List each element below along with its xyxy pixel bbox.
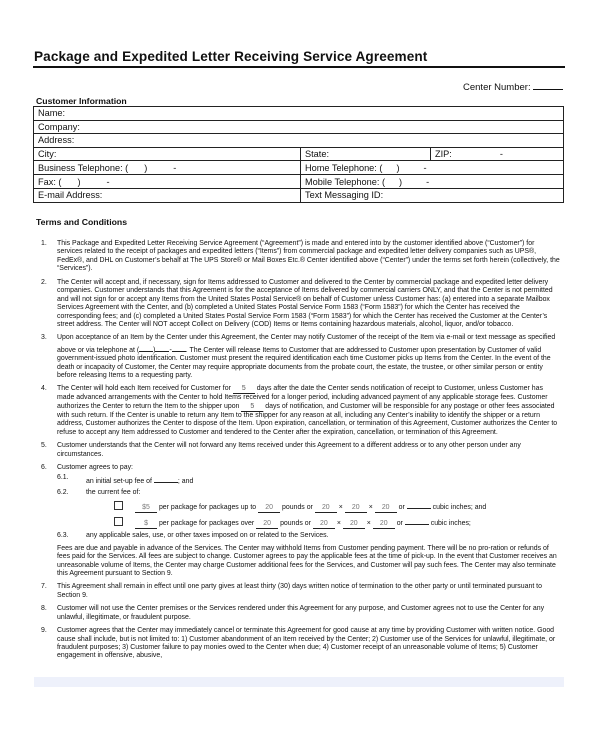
state-field[interactable] — [301, 147, 431, 161]
fee-row-2-amount[interactable]: $ — [135, 520, 157, 529]
fax-field[interactable] — [34, 175, 301, 189]
term-9: 9. Customer agrees that the Center may immediately cancel or terminate this Agreement for good cause at any time by providing Customer with written notice. Good cause shall include, but is not limited to: 1) Customer abandonment of an Item received by the Center; 2) Customer use of the Services for unlawful, illegitimate, or fraudulent purposes; 3) Customer failure to pay monies owed to the Center when due; 4) Customer receipt of an unreasonable volume of Items; 5) Customer engagement in offensive, abusive, — [41, 627, 556, 660]
term-6-fees: Fees are due and payable in advance of the Services. The Center may withhold Items from Customer pending payment. There will be no pro-ration or refunds of fees paid for the Services. All fees are subject to change. Customer agrees to pay the applicable fees at the time of pick-up. In the event that Customer receives an unreasonable volume of Items, the Center may charge Customer additional fees for the Services, and Customer will pay such fees. The Center may also terminate this Agreement pursuant to Section 9. — [57, 544, 557, 578]
term-4-text-a: The Center will hold each Item received for Customer for — [57, 385, 231, 393]
city-field[interactable] — [34, 147, 301, 161]
term-6-1-end: ; and — [177, 478, 194, 486]
mobile-phone-paren: ) — [399, 176, 403, 187]
company-label: Company: — [38, 121, 80, 132]
fee-row-1-cubic[interactable] — [407, 500, 431, 509]
center-number-label: Center Number: — [463, 82, 531, 93]
term-6-1 — [57, 474, 560, 486]
home-phone-dash: - — [423, 162, 427, 173]
term-1-text: This Package and Expedited Letter Receiving Service Agreement (“Agreement”) is made and entered into by the customer identified above (“Customer”) for services related to the receipt of packages and expedited letters (“Items”) from commercial package and expedited letter delivery companies such as UPS®, FedEx®, and DHL on Customer’s behalf at The UPS Store® or Mail Boxes Etc.® Center identified above (“Center”) under the terms set forth herein (collectively, the “Services”). — [57, 240, 560, 273]
zip-field[interactable] — [431, 147, 564, 161]
address-label: Address: — [38, 135, 75, 146]
mobile-phone-field[interactable] — [301, 175, 564, 189]
term-8: 8. Customer will not use the Center premises or the Services rendered under this Agreement for any purpose, and Customer agrees not to use the Center for any unlawful, illegitimate, or fraudulent purpose. — [41, 605, 545, 621]
notify-phone-area[interactable] — [139, 343, 156, 354]
phone-row-2 — [34, 175, 564, 189]
term-6-1-text: an initial set-up fee of — [86, 478, 152, 486]
email-field[interactable] — [34, 188, 301, 202]
fee-row-2-x2: × — [366, 520, 371, 528]
term-5: 5. Customer understands that the Center will not forward any Items received under this Agreement to a different address or to any other person under any circumstances. — [41, 442, 521, 458]
term-3-paren: ) — [153, 346, 156, 354]
mobile-phone-dash: - — [426, 176, 430, 187]
term-6-2-label: 6.2. — [57, 488, 69, 496]
term-5-text: Customer understands that the Center will not forward any Items received under this Agreement to a different address or to any other person under any circumstances. — [57, 442, 521, 458]
address-row — [34, 134, 564, 148]
fee-row-1-x2: × — [368, 504, 373, 512]
term-1: 1. This Package and Expedited Letter Receiving Service Agreement (“Agreement”) is made and entered into by the customer identified above (“Customer”) for services related to the receipt of packages and expedited letters (“Items”) from commercial package and expedited letter delivery companies such as UPS®, FedEx®, and DHL on Customer’s behalf at The UPS Store® or Mail Boxes Etc.® Center identified above (“Center”) under the terms set forth herein (collectively, the “Services”). — [41, 240, 560, 273]
term-6-3 — [57, 532, 560, 540]
text-messaging-field[interactable] — [301, 188, 564, 202]
fee-row-2-or: or — [396, 520, 403, 528]
fee-row-2-checkbox[interactable] — [114, 517, 123, 526]
fee-row-1-text: per package for packages up to — [158, 504, 257, 512]
fee-row-2-text: per package for packages over — [158, 520, 255, 528]
term-3: 3. Upon acceptance of an Item by the Center under this Agreement, the Center may notify Customer of the receipt of the Item via e-mail or text message as specified above or via telephone at ( ) - . The Center will release Items to Customer that are addressed to Customer upon presentation by Customer of valid government-issued photo identification. Customer must present the required identification each time Customer picks up Items from the Center. In the event of the death or incapacity of Customer, the Center may require appropriate documents from the probate court, the estate, the trustee, or other similar person or entity before releasing Items to a requesting party. — [41, 334, 556, 380]
fee-row-1-pounds-label: pounds or — [282, 504, 313, 512]
text-messaging-label: Text Messaging ID: — [305, 190, 384, 201]
term-3-text-d: . The Center will release Items to Customer that are addressed to Customer upon presentation by Customer of valid government-issued photo identification. Customer must present the required identification each time Customer picks up Items from the Center. In the event of the death or incapacity of Customer, the Center may require appropriate documents from the probate court, the estate, the trustee, or other similar person or entity before releasing Items to a requesting party. — [57, 346, 551, 380]
home-phone-paren: ) — [396, 162, 400, 173]
term-7-text: This Agreement shall remain in effect until one party gives at least thirty (30) days written notice of termination to the other party or until terminated pursuant to Section 9. — [57, 583, 542, 599]
business-phone-dash: - — [173, 162, 177, 173]
name-row — [34, 107, 564, 121]
hold-days-input[interactable]: 5 — [233, 385, 255, 394]
term-9-text: Customer agrees that the Center may immediately cancel or terminate this Agreement for good cause at any time by providing Customer with written notice. Good cause shall include, but is not limited to: 1) Customer abandonment of an Item received by the Center; 2) Customer use of the Services for unlawful, illegitimate, or fraudulent purposes; 3) Customer failure to pay monies owed to the Center when due; 4) Customer receipt of an unreasonable volume of Items; 5) Customer engagement in offensive, abusive, — [57, 627, 556, 660]
address-field[interactable] — [34, 134, 564, 148]
fee-row-1-x1: × — [338, 504, 343, 512]
home-phone-label: Home Telephone: ( — [305, 162, 383, 173]
term-8-text: Customer will not use the Center premises or the Services rendered under this Agreement for any purpose, and Customer agrees not to use the Center for any unlawful, illegitimate, or fraudulent purpose. — [57, 605, 545, 621]
document-title: Package and Expedited Letter Receiving Service Agreement — [34, 49, 428, 64]
fee-row-1-dim2[interactable]: 20 — [345, 504, 367, 513]
terms-heading: Terms and Conditions — [36, 217, 128, 227]
city-row — [34, 147, 564, 161]
zip-label: ZIP: — [435, 149, 452, 160]
fee-row-1-dim3[interactable]: 20 — [375, 504, 397, 513]
term-6-1-label: 6.1. — [57, 474, 69, 482]
term-6: 6. Customer agrees to pay: 6.1. an initial set-up fee of ; and 6.2. the current fee of: $5 per package for packages up to 20 pounds or 20 × 20 × 20 or cubic inches; and $ per package for packages over 20 pounds or 20 × 20 × 20 or cubic inches; 6.3. any applicable sales, use, or other taxes imposed on or related to the Services. Fees are due and payable in advance of the Services. The Center may withhold Items from Customer pending payment. There will be no pro-ration or refunds of fees paid for the Services. All fees are subject to change. Customer agrees to pay the applicable fees at the time of pick-up. In the event that Customer receives an unreasonable volume of Items, the Center may charge Customer additional fees for the Services, and Customer will pay such fees. The Center may also terminate this Agreement pursuant to Section 9. — [38, 464, 560, 579]
fee-row-2-dim2[interactable]: 20 — [343, 520, 365, 529]
fee-row-2-dim3[interactable]: 20 — [373, 520, 395, 529]
fee-row-2 — [57, 516, 560, 529]
name-label: Name: — [38, 108, 66, 119]
name-field[interactable] — [34, 107, 564, 121]
city-label: City: — [38, 149, 57, 160]
email-row — [34, 188, 564, 202]
notify-phone-prefix[interactable] — [155, 343, 172, 354]
customer-info-table — [33, 106, 564, 203]
customer-info-heading: Customer Information — [36, 96, 127, 106]
term-4-text-c: days of notification, and Customer will be responsible for any postage or other fees associated with such return. If the Center is unable to return any Item to the shipper for any reason at all, including any Center’s inability to identify the shipper or a return address, Customer authorizes the Center to dispose of the Item. Upon expiration, cancellation, or termination of this Agreement, Customer authorizes the Center to refuse to accept any Item addressed to Customer and tendered to the Center after the expiration, cancellation, or termination of this Agreement. — [57, 402, 558, 436]
term-2: 2. The Center will accept and, if necessary, sign for Items addressed to Customer and delivered to the Center by commercial package and expedited letter delivery companies. Customer understands that this Agreement is for the acceptance of Items delivered by commercial carriers ONLY, and that the Center is not permitted and will not sign for or accept any Items from the United States Postal Service® on behalf of Customer unless Customer has: (a) entered into a separate Mailbox Services Agreement with the Center, and (b) completed a United States Postal Service Form 1583 (“Form 1583”) for which the Center has received the corresponding fees; and (c) completed a United States Postal Service Form 1583 (“Form 1583”) for which the Center has received the Customer at the Center’s street address. The Center will NOT accept Collect on Delivery (COD) Items or Items containing hazardous materials, alcohol, liquor, and/or tobacco. — [41, 278, 553, 328]
return-days-input[interactable]: 5 — [241, 403, 263, 412]
fee-row-2-pounds[interactable]: 20 — [256, 520, 278, 529]
setup-fee-input[interactable] — [154, 474, 178, 483]
fax-label: Fax: ( — [38, 176, 62, 187]
state-label: State: — [305, 149, 330, 160]
notify-phone-line[interactable] — [172, 343, 186, 352]
fax-paren: ) — [77, 176, 81, 187]
center-number-field[interactable] — [463, 81, 563, 93]
fee-row-2-cubic-label: cubic inches; — [430, 520, 471, 528]
term-4-text-b: days after the date the Center sends notification of receipt to Customer, unless Customer has made advanced arrangements with the Center to hold Items received for a longer period, including advanced payment of any applicable storage fees. Customer authorizes the Center to return the Item to the shipper upon — [57, 385, 548, 410]
fee-row-2-dim1[interactable]: 20 — [313, 520, 335, 529]
center-number-blank[interactable] — [533, 81, 563, 90]
page-footer-band — [34, 677, 564, 687]
fee-row-2-pounds-label: pounds or — [280, 520, 311, 528]
fee-row-1-cubic-label: cubic inches; and — [432, 504, 487, 512]
title-rule — [33, 66, 565, 68]
fee-row-1 — [57, 500, 560, 513]
company-row — [34, 120, 564, 134]
fee-row-1-dim1[interactable]: 20 — [315, 504, 337, 513]
term-3-dash: - — [169, 346, 172, 354]
term-6-2 — [57, 489, 560, 497]
fee-row-1-or: or — [398, 504, 405, 512]
term-6-3-label: 6.3. — [57, 532, 69, 540]
term-2-text: The Center will accept and, if necessary, sign for Items addressed to Customer and delivered to the Center by commercial package and expedited letter delivery companies. Customer understands that this Agreement is for the acceptance of Items delivered by commercial carriers ONLY, and that the Center is not permitted and will not sign for or accept any Items from the United States Postal Service® on behalf of Customer unless Customer has: (a) entered into a separate Mailbox Services Agreement with the Center, and (b) completed a United States Postal Service Form 1583 (“Form 1583”) for which the Center has received the corresponding fees; and (c) completed a United States Postal Service Form 1583 (“Form 1583”) for which the Center has received the Customer at the Center’s street address. The Center will NOT accept Collect on Delivery (COD) Items or Items containing hazardous materials, alcohol, liquor, and/or tobacco. — [57, 278, 553, 328]
zip-dash: - — [499, 149, 503, 160]
term-6-3-text: any applicable sales, use, or other taxes imposed on or related to the Services. — [86, 532, 329, 540]
term-3-text-a: Upon acceptance of an Item by the Center under this Agreement, the Center may notify Customer of the receipt of the Item via e-mail or text message as specified above or via telephone at ( — [57, 334, 556, 354]
company-field[interactable] — [34, 120, 564, 134]
business-phone-paren: ) — [144, 162, 148, 173]
business-phone-field[interactable] — [34, 161, 301, 175]
fax-dash: - — [106, 176, 110, 187]
term-6-text: Customer agrees to pay: — [57, 463, 133, 471]
fee-row-2-cubic[interactable] — [405, 516, 429, 525]
fee-row-2-x1: × — [336, 520, 341, 528]
phone-row-1 — [34, 161, 564, 175]
term-6-2-text: the current fee of: — [86, 488, 141, 496]
fee-row-1-amount[interactable]: $5 — [135, 504, 157, 513]
home-phone-field[interactable] — [301, 161, 564, 175]
mobile-phone-label: Mobile Telephone: ( — [305, 176, 386, 187]
terms-list — [38, 240, 560, 666]
fee-row-1-checkbox[interactable] — [114, 501, 123, 510]
term-7: 7. This Agreement shall remain in effect until one party gives at least thirty (30) days written notice of termination to the other party or until terminated pursuant to Section 9. — [41, 583, 542, 599]
business-phone-label: Business Telephone: ( — [38, 162, 129, 173]
term-4: 4. The Center will hold each Item received for Customer for 5 days after the date the Center sends notification of receipt to Customer, unless Customer has made advanced arrangements with the Center to hold Items received for a longer period, including advanced payment of any applicable storage fees. Customer authorizes the Center to return the Item to the shipper upon 5 days of notification, and Customer will be responsible for any postage or other fees associated with such return. If the Center is unable to return any Item to the shipper for any reason at all, including any Center’s inability to identify the shipper or a return address, Customer authorizes the Center to dispose of the Item. Upon expiration, cancellation, or termination of this Agreement, Customer authorizes the Center to refuse to accept any Item addressed to Customer and tendered to the Center after the expiration, cancellation, or termination of this Agreement. — [41, 385, 558, 436]
email-label: E-mail Address: — [38, 190, 103, 201]
fee-row-1-pounds[interactable]: 20 — [258, 504, 280, 513]
